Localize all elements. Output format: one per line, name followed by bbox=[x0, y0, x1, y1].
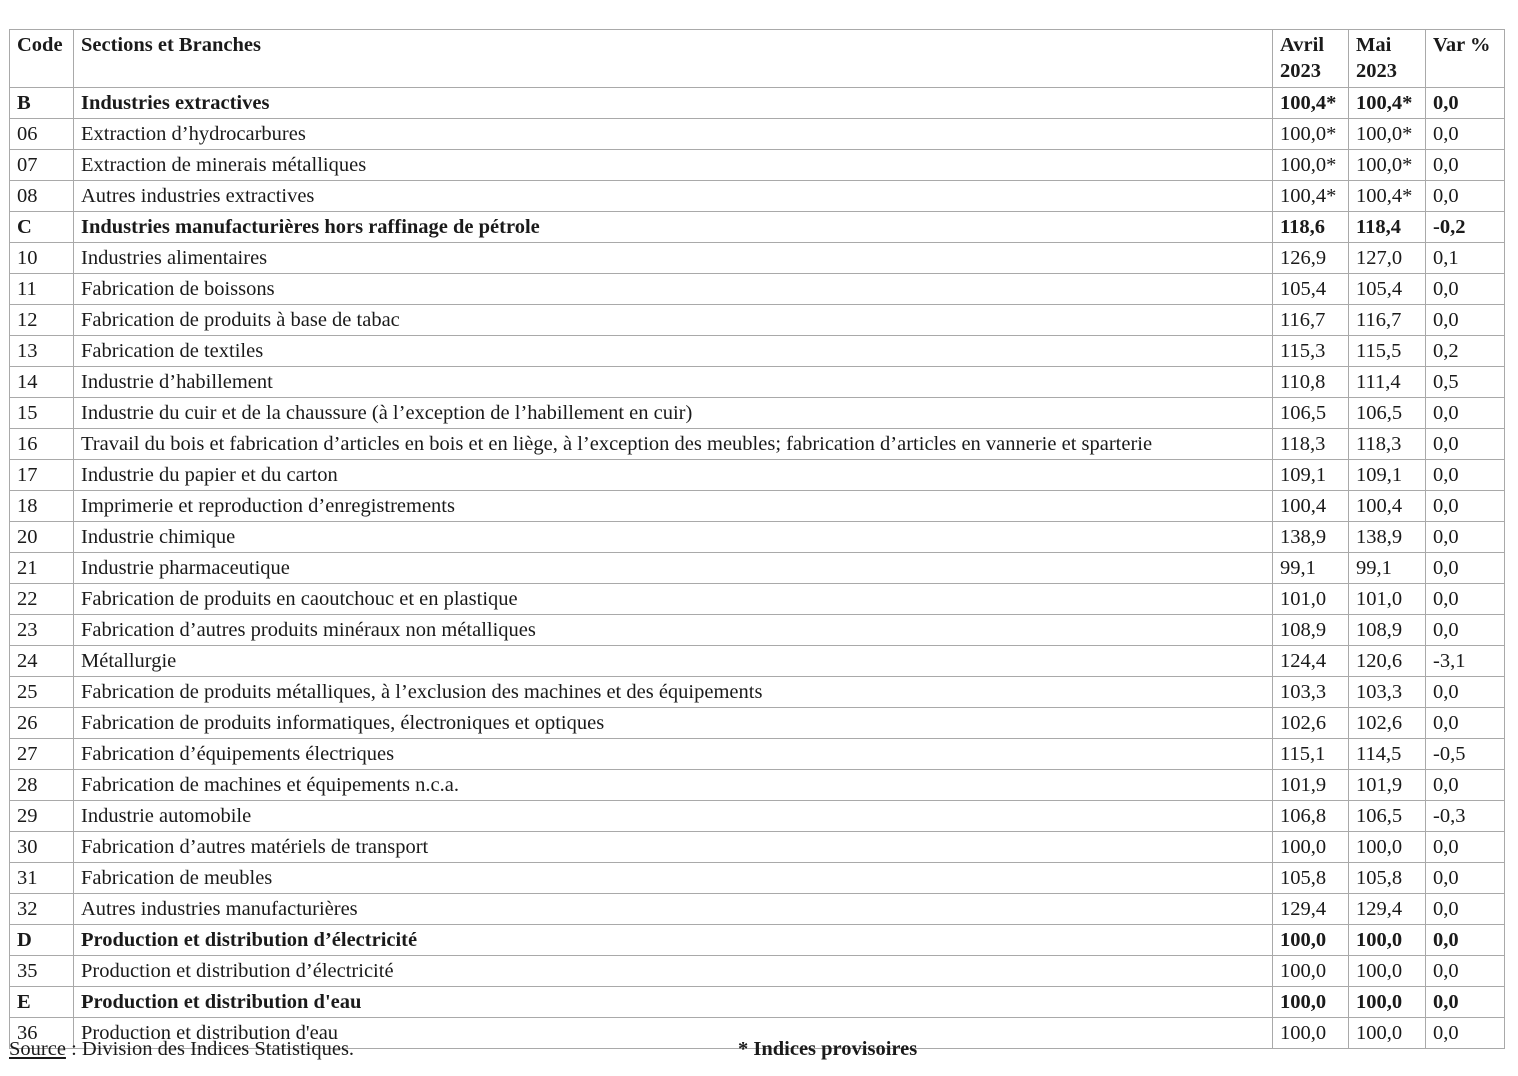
cell-var-pct: 0,0 bbox=[1426, 398, 1505, 429]
provisional-indices-note: * Indices provisoires bbox=[738, 1038, 918, 1060]
cell-label: Production et distribution d’électricité bbox=[74, 925, 1273, 956]
branch-row bbox=[10, 460, 1505, 491]
cell-label: Fabrication d’autres produits minéraux non métalliques bbox=[74, 615, 1273, 646]
branch-row bbox=[10, 801, 1505, 832]
cell-code: 15 bbox=[10, 398, 74, 429]
branch-row bbox=[10, 181, 1505, 212]
cell-mai-2023: 101,9 bbox=[1349, 770, 1426, 801]
cell-label: Extraction de minerais métalliques bbox=[74, 150, 1273, 181]
cell-code: 28 bbox=[10, 770, 74, 801]
cell-code: 21 bbox=[10, 553, 74, 584]
branch-row bbox=[10, 646, 1505, 677]
cell-label: Industries alimentaires bbox=[74, 243, 1273, 274]
cell-var-pct: 0,0 bbox=[1426, 460, 1505, 491]
cell-avril-2023: 100,0 bbox=[1273, 987, 1349, 1018]
cell-label: Fabrication de produits à base de tabac bbox=[74, 305, 1273, 336]
cell-label: Industrie d’habillement bbox=[74, 367, 1273, 398]
cell-avril-2023: 101,9 bbox=[1273, 770, 1349, 801]
cell-mai-2023: 118,4 bbox=[1349, 212, 1426, 243]
cell-var-pct: 0,0 bbox=[1426, 274, 1505, 305]
cell-code: D bbox=[10, 925, 74, 956]
cell-avril-2023: 105,8 bbox=[1273, 863, 1349, 894]
cell-mai-2023: 103,3 bbox=[1349, 677, 1426, 708]
cell-label: Industrie pharmaceutique bbox=[74, 553, 1273, 584]
cell-label: Fabrication de meubles bbox=[74, 863, 1273, 894]
section-row bbox=[10, 925, 1505, 956]
branch-row bbox=[10, 584, 1505, 615]
cell-avril-2023: 100,0* bbox=[1273, 150, 1349, 181]
branch-row bbox=[10, 398, 1505, 429]
cell-code: 31 bbox=[10, 863, 74, 894]
cell-mai-2023: 118,3 bbox=[1349, 429, 1426, 460]
cell-avril-2023: 118,6 bbox=[1273, 212, 1349, 243]
branch-row bbox=[10, 863, 1505, 894]
cell-label: Fabrication de boissons bbox=[74, 274, 1273, 305]
cell-var-pct: 0,0 bbox=[1426, 770, 1505, 801]
cell-var-pct: 0,0 bbox=[1426, 832, 1505, 863]
cell-mai-2023: 120,6 bbox=[1349, 646, 1426, 677]
cell-label: Travail du bois et fabrication d’articles en bois et en liège, à l’exception des meubles; fabrication d’articles en vannerie et sparterie bbox=[74, 429, 1273, 460]
cell-var-pct: 0,5 bbox=[1426, 367, 1505, 398]
cell-label: Autres industries manufacturières bbox=[74, 894, 1273, 925]
source-label: Source bbox=[9, 1038, 66, 1060]
section-row bbox=[10, 212, 1505, 243]
cell-var-pct: 0,0 bbox=[1426, 677, 1505, 708]
cell-code: 25 bbox=[10, 677, 74, 708]
cell-mai-2023: 100,0 bbox=[1349, 956, 1426, 987]
cell-avril-2023: 108,9 bbox=[1273, 615, 1349, 646]
cell-mai-2023: 109,1 bbox=[1349, 460, 1426, 491]
cell-avril-2023: 99,1 bbox=[1273, 553, 1349, 584]
branch-row bbox=[10, 119, 1505, 150]
cell-var-pct: 0,0 bbox=[1426, 863, 1505, 894]
cell-label: Industrie du papier et du carton bbox=[74, 460, 1273, 491]
cell-var-pct: 0,0 bbox=[1426, 119, 1505, 150]
cell-var-pct: 0,0 bbox=[1426, 987, 1505, 1018]
cell-code: 13 bbox=[10, 336, 74, 367]
cell-code: 08 bbox=[10, 181, 74, 212]
cell-mai-2023: 114,5 bbox=[1349, 739, 1426, 770]
section-row bbox=[10, 987, 1505, 1018]
header-avril-year: 2023 bbox=[1280, 60, 1321, 82]
header-avril-2023 bbox=[1273, 30, 1349, 88]
cell-code: 12 bbox=[10, 305, 74, 336]
cell-code: 16 bbox=[10, 429, 74, 460]
cell-avril-2023: 101,0 bbox=[1273, 584, 1349, 615]
cell-label: Autres industries extractives bbox=[74, 181, 1273, 212]
branch-row bbox=[10, 429, 1505, 460]
cell-var-pct: -0,5 bbox=[1426, 739, 1505, 770]
table-body bbox=[10, 88, 1505, 1049]
cell-code: 29 bbox=[10, 801, 74, 832]
cell-avril-2023: 118,3 bbox=[1273, 429, 1349, 460]
cell-mai-2023: 100,0* bbox=[1349, 119, 1426, 150]
cell-label: Fabrication d’autres matériels de transport bbox=[74, 832, 1273, 863]
cell-mai-2023: 111,4 bbox=[1349, 367, 1426, 398]
branch-row bbox=[10, 367, 1505, 398]
cell-mai-2023: 100,0 bbox=[1349, 1018, 1426, 1049]
cell-code: 30 bbox=[10, 832, 74, 863]
cell-label: Métallurgie bbox=[74, 646, 1273, 677]
section-row bbox=[10, 88, 1505, 119]
cell-label: Industrie automobile bbox=[74, 801, 1273, 832]
cell-mai-2023: 105,4 bbox=[1349, 274, 1426, 305]
cell-var-pct: 0,0 bbox=[1426, 925, 1505, 956]
header-mai-year: 2023 bbox=[1356, 60, 1397, 82]
branch-row bbox=[10, 677, 1505, 708]
branch-row bbox=[10, 522, 1505, 553]
cell-label: Industries manufacturières hors raffinage de pétrole bbox=[74, 212, 1273, 243]
branch-row bbox=[10, 894, 1505, 925]
cell-code: 06 bbox=[10, 119, 74, 150]
cell-code: 22 bbox=[10, 584, 74, 615]
industrial-price-index-table bbox=[9, 29, 1505, 1049]
cell-var-pct: 0,0 bbox=[1426, 305, 1505, 336]
cell-var-pct: 0,0 bbox=[1426, 956, 1505, 987]
cell-code: 23 bbox=[10, 615, 74, 646]
source-note bbox=[9, 1038, 354, 1061]
cell-code: 14 bbox=[10, 367, 74, 398]
cell-code: E bbox=[10, 987, 74, 1018]
cell-avril-2023: 100,4* bbox=[1273, 181, 1349, 212]
cell-label: Production et distribution d’électricité bbox=[74, 956, 1273, 987]
cell-avril-2023: 124,4 bbox=[1273, 646, 1349, 677]
branch-row bbox=[10, 739, 1505, 770]
cell-avril-2023: 100,0 bbox=[1273, 832, 1349, 863]
header-code: Code bbox=[10, 30, 74, 88]
header-var-pct: Var % bbox=[1426, 30, 1505, 88]
cell-avril-2023: 102,6 bbox=[1273, 708, 1349, 739]
cell-mai-2023: 138,9 bbox=[1349, 522, 1426, 553]
cell-mai-2023: 101,0 bbox=[1349, 584, 1426, 615]
cell-avril-2023: 129,4 bbox=[1273, 894, 1349, 925]
cell-label: Industrie du cuir et de la chaussure (à l’exception de l’habillement en cuir) bbox=[74, 398, 1273, 429]
cell-var-pct: -0,3 bbox=[1426, 801, 1505, 832]
header-sections: Sections et Branches bbox=[74, 30, 1273, 88]
cell-label: Imprimerie et reproduction d’enregistrements bbox=[74, 491, 1273, 522]
cell-mai-2023: 102,6 bbox=[1349, 708, 1426, 739]
cell-label: Fabrication de textiles bbox=[74, 336, 1273, 367]
header-mai-month: Mai bbox=[1356, 34, 1392, 56]
cell-avril-2023: 100,0 bbox=[1273, 925, 1349, 956]
cell-label: Production et distribution d'eau bbox=[74, 987, 1273, 1018]
cell-code: 36 bbox=[10, 1018, 74, 1049]
cell-mai-2023: 127,0 bbox=[1349, 243, 1426, 274]
cell-mai-2023: 116,7 bbox=[1349, 305, 1426, 336]
cell-avril-2023: 100,4 bbox=[1273, 491, 1349, 522]
cell-avril-2023: 100,0* bbox=[1273, 119, 1349, 150]
cell-label: Fabrication de produits métalliques, à l’exclusion des machines et des équipements bbox=[74, 677, 1273, 708]
cell-mai-2023: 100,0 bbox=[1349, 832, 1426, 863]
cell-avril-2023: 100,0 bbox=[1273, 956, 1349, 987]
cell-code: 18 bbox=[10, 491, 74, 522]
cell-mai-2023: 129,4 bbox=[1349, 894, 1426, 925]
cell-label: Production et distribution d'eau bbox=[74, 1018, 1273, 1049]
cell-code: 32 bbox=[10, 894, 74, 925]
branch-row bbox=[10, 553, 1505, 584]
cell-label: Fabrication de machines et équipements n.c.a. bbox=[74, 770, 1273, 801]
branch-row bbox=[10, 956, 1505, 987]
cell-label: Industrie chimique bbox=[74, 522, 1273, 553]
cell-avril-2023: 116,7 bbox=[1273, 305, 1349, 336]
cell-mai-2023: 108,9 bbox=[1349, 615, 1426, 646]
table-header-row bbox=[10, 30, 1505, 88]
cell-avril-2023: 138,9 bbox=[1273, 522, 1349, 553]
cell-var-pct: 0,1 bbox=[1426, 243, 1505, 274]
cell-mai-2023: 106,5 bbox=[1349, 801, 1426, 832]
branch-row bbox=[10, 770, 1505, 801]
cell-code: 07 bbox=[10, 150, 74, 181]
cell-mai-2023: 105,8 bbox=[1349, 863, 1426, 894]
source-text: : Division des Indices Statistiques. bbox=[65, 1038, 355, 1060]
branch-row bbox=[10, 832, 1505, 863]
cell-var-pct: 0,0 bbox=[1426, 150, 1505, 181]
cell-var-pct: 0,0 bbox=[1426, 88, 1505, 119]
cell-avril-2023: 126,9 bbox=[1273, 243, 1349, 274]
cell-code: 11 bbox=[10, 274, 74, 305]
cell-avril-2023: 100,0 bbox=[1273, 1018, 1349, 1049]
cell-var-pct: 0,0 bbox=[1426, 615, 1505, 646]
cell-label: Industries extractives bbox=[74, 88, 1273, 119]
cell-mai-2023: 100,0 bbox=[1349, 987, 1426, 1018]
cell-code: 20 bbox=[10, 522, 74, 553]
cell-label: Extraction d’hydrocarbures bbox=[74, 119, 1273, 150]
cell-avril-2023: 105,4 bbox=[1273, 274, 1349, 305]
table-footer bbox=[9, 1038, 1009, 1064]
cell-var-pct: 0,0 bbox=[1426, 181, 1505, 212]
cell-code: 10 bbox=[10, 243, 74, 274]
cell-var-pct: -0,2 bbox=[1426, 212, 1505, 243]
cell-mai-2023: 100,4* bbox=[1349, 88, 1426, 119]
cell-var-pct: 0,0 bbox=[1426, 553, 1505, 584]
cell-code: C bbox=[10, 212, 74, 243]
cell-avril-2023: 115,3 bbox=[1273, 336, 1349, 367]
branch-row bbox=[10, 305, 1505, 336]
cell-label: Fabrication d’équipements électriques bbox=[74, 739, 1273, 770]
cell-avril-2023: 103,3 bbox=[1273, 677, 1349, 708]
cell-avril-2023: 109,1 bbox=[1273, 460, 1349, 491]
branch-row bbox=[10, 336, 1505, 367]
cell-code: 27 bbox=[10, 739, 74, 770]
cell-code: 26 bbox=[10, 708, 74, 739]
cell-mai-2023: 100,4 bbox=[1349, 491, 1426, 522]
cell-mai-2023: 99,1 bbox=[1349, 553, 1426, 584]
cell-mai-2023: 100,0* bbox=[1349, 150, 1426, 181]
cell-mai-2023: 106,5 bbox=[1349, 398, 1426, 429]
branch-row bbox=[10, 708, 1505, 739]
cell-mai-2023: 100,4* bbox=[1349, 181, 1426, 212]
cell-avril-2023: 106,8 bbox=[1273, 801, 1349, 832]
cell-var-pct: -3,1 bbox=[1426, 646, 1505, 677]
branch-row bbox=[10, 150, 1505, 181]
cell-mai-2023: 115,5 bbox=[1349, 336, 1426, 367]
cell-code: 35 bbox=[10, 956, 74, 987]
branch-row bbox=[10, 491, 1505, 522]
cell-var-pct: 0,0 bbox=[1426, 429, 1505, 460]
cell-mai-2023: 100,0 bbox=[1349, 925, 1426, 956]
cell-var-pct: 0,0 bbox=[1426, 1018, 1505, 1049]
branch-row bbox=[10, 615, 1505, 646]
branch-row bbox=[10, 274, 1505, 305]
cell-var-pct: 0,2 bbox=[1426, 336, 1505, 367]
cell-label: Fabrication de produits informatiques, électroniques et optiques bbox=[74, 708, 1273, 739]
cell-var-pct: 0,0 bbox=[1426, 491, 1505, 522]
cell-avril-2023: 110,8 bbox=[1273, 367, 1349, 398]
cell-avril-2023: 106,5 bbox=[1273, 398, 1349, 429]
cell-var-pct: 0,0 bbox=[1426, 522, 1505, 553]
header-avril-month: Avril bbox=[1280, 34, 1325, 56]
cell-code: 24 bbox=[10, 646, 74, 677]
cell-code: 17 bbox=[10, 460, 74, 491]
cell-label: Fabrication de produits en caoutchouc et en plastique bbox=[74, 584, 1273, 615]
header-mai-2023 bbox=[1349, 30, 1426, 88]
cell-avril-2023: 100,4* bbox=[1273, 88, 1349, 119]
cell-var-pct: 0,0 bbox=[1426, 708, 1505, 739]
cell-var-pct: 0,0 bbox=[1426, 584, 1505, 615]
cell-var-pct: 0,0 bbox=[1426, 894, 1505, 925]
cell-code: B bbox=[10, 88, 74, 119]
branch-row bbox=[10, 243, 1505, 274]
cell-avril-2023: 115,1 bbox=[1273, 739, 1349, 770]
